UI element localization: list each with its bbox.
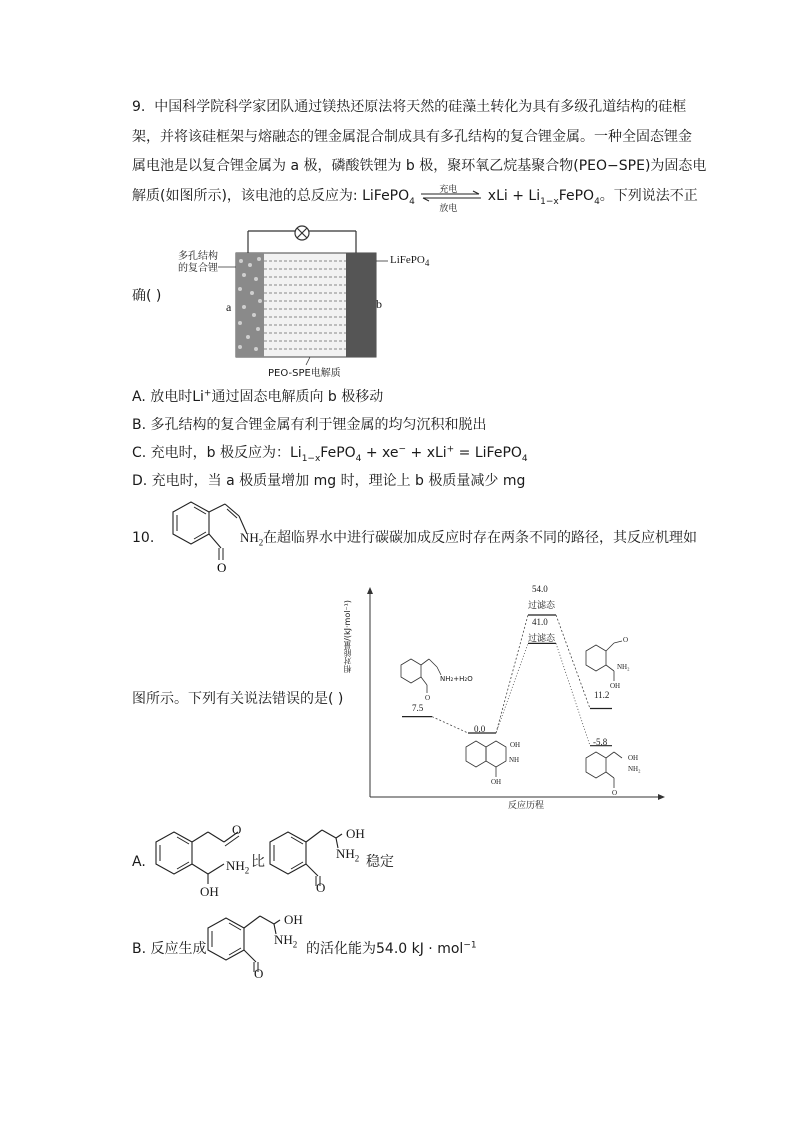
reaction-arrow: 充电 放电 (419, 186, 483, 206)
battery-figure (170, 225, 440, 375)
q9-line3: 属电池是以复合锂金属为 a 极，磷酸铁锂为 b 极，聚环氧乙烷基聚合物(PEO−SPE)为固态电 (132, 158, 707, 174)
q10-number: 10. (132, 530, 155, 546)
chart-reactant-o: O (425, 694, 431, 702)
reactant-nh2: $NH_2$ (240, 530, 264, 548)
q9-option-c: C. 充电时，b 极反应为：$Li_{1-x}FePO_4 + xe^- + xLi^+$ = LiFePO$_4$ (132, 444, 528, 464)
chart-reactant-label: NH₂+H₂O (440, 675, 473, 683)
right-label: LiFePO$_4$ (390, 254, 430, 269)
chart-nh-label: NH (509, 756, 520, 764)
ts-label-1: 过滤态 (528, 601, 556, 611)
level-label-41-0: 41.0 (532, 617, 548, 627)
q9-text-1: 中国科学院科学家团队通过镁热还原法将天然的硅藻土转化为具有多级孔道结构的硅框 (154, 99, 687, 115)
level-label-11-2: 11.2 (594, 690, 610, 700)
q9-option-d: D. 充电时，当 a 极质量增加 mg 时，理论上 b 极质量减少 mg (132, 473, 526, 489)
chart-product-a-nh2: NH₂ (617, 663, 630, 671)
q10-stem-line2: 图所示。下列有关说法错误的是( ) (132, 691, 344, 707)
level-label-7-5: 7.5 (412, 703, 424, 713)
level-label-54-0: 54.0 (532, 584, 548, 594)
option-a-end: 稳定 (366, 854, 394, 870)
y-axis-label: 相对能量/(kJ·mol⁻¹) (343, 600, 352, 673)
chart-oh-label-2: OH (491, 778, 502, 786)
q9-option-a: A. 放电时Li+通过固态电解质向 b 极移动 (132, 388, 384, 405)
q9-line2: 架，并将该硅框架与熔融态的锂金属混合制成具有多孔结构的复合锂金属。一种全固态锂金 (132, 129, 692, 145)
option-b-text: 的活化能为54.0 kJ · mol$^{-1}$ (306, 940, 477, 957)
q10-option-b: B. 反应生成 (132, 941, 207, 957)
q10-option-a-label: A. (132, 854, 146, 870)
q9-line1 (132, 97, 686, 117)
chart-product-b-o: O (612, 789, 618, 797)
chart-oh-label-1: OH (510, 741, 521, 749)
left-label: 多孔结构 的复合锂 (178, 251, 218, 274)
svg-text:O: O (217, 560, 227, 575)
energy-path-0.0-to-54.0 (496, 615, 528, 733)
option-a-s2-oh: OH (346, 826, 365, 841)
chart-product-b-oh: OH (628, 754, 639, 762)
option-a-s2-o: O (316, 880, 326, 895)
ts-label-2: 过滤态 (528, 634, 556, 644)
electrolyte-label: PEO-SPE电解质 (268, 368, 341, 379)
option-a-s1-nh2: $NH_2$ (226, 858, 250, 876)
option-a-s1-oh: OH (200, 884, 219, 899)
q10-stem: 在超临界水中进行碳碳加成反应时存在两条不同的路径，其反应机理如 (263, 530, 697, 546)
option-b-nh2: $NH_2$ (274, 932, 298, 950)
q9-number: 9. (132, 99, 146, 115)
option-a-s2-nh2: $NH_2$ (336, 846, 360, 864)
level-label-minus-5-8: -5.8 (593, 737, 608, 747)
q9-line4: 解质(如图所示)，该电池的总反应为: LiFePO$_4$ 充电 放电 xLi + $Li_{1-x}FePO_4$。下列说法不正 (132, 185, 698, 214)
level-label-0-0: 0.0 (474, 724, 486, 734)
electrode-a-label: a (226, 300, 232, 314)
chart-product-a-oh: OH (610, 682, 621, 690)
option-a-s1-o: O (232, 822, 242, 837)
x-axis-label: 反应历程 (508, 801, 545, 811)
electrode-b-label: b (376, 297, 382, 311)
q9-line5: 确( ) (132, 288, 162, 304)
energy-path-7.5-to-0.0 (432, 717, 468, 733)
chart-product-b-nh2: NH₂ (628, 765, 641, 773)
option-b-oh: OH (284, 912, 303, 927)
energy-path-0.0-to-41.0 (496, 643, 528, 733)
option-a-compare: 比 (251, 854, 265, 870)
chart-cyclic-structure (462, 735, 537, 795)
chart-product-a-o: O (623, 636, 629, 644)
q9-option-b: B. 多孔结构的复合锂金属有利于锂金属的均匀沉积和脱出 (132, 417, 487, 433)
option-b-o: O (254, 966, 264, 981)
